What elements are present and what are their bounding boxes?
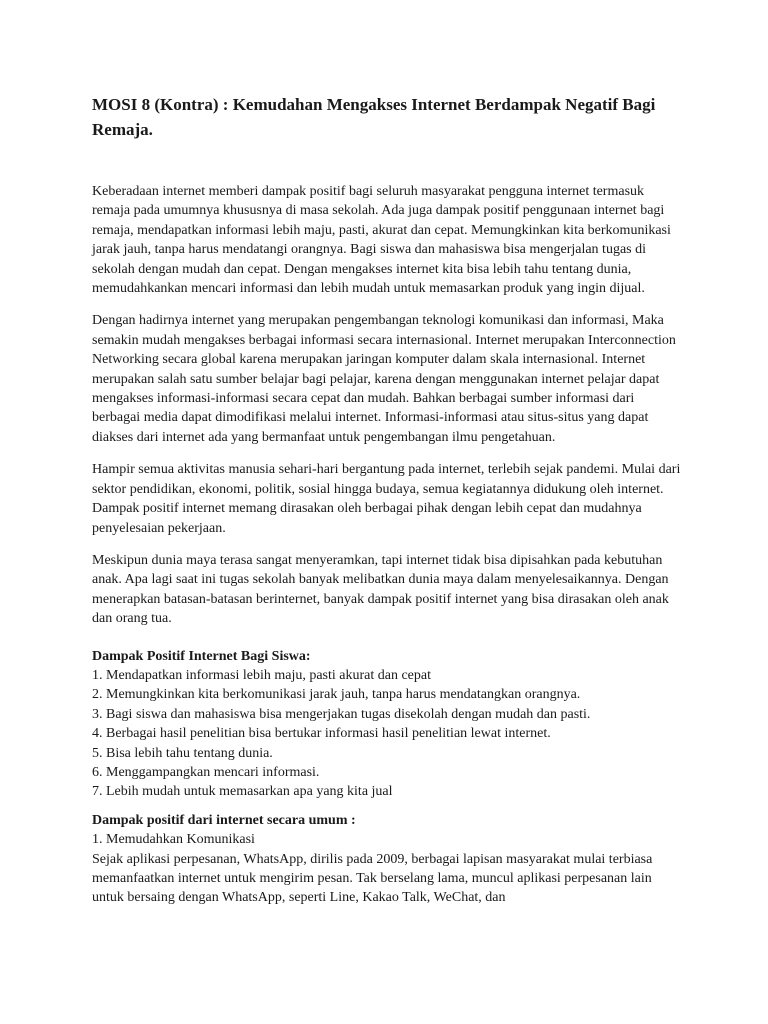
paragraph-4: Meskipun dunia maya terasa sangat menyeramkan, tapi internet tidak bisa dipisahkan pada kebutuhan anak. Apa lagi saat ini tugas sekolah banyak melibatkan dunia maya dalam menyelesaikannya. Dengan menerapkan batasan-batasan berinternet, banyak dampak positif internet yang bisa dirasakan oleh anak dan orang tua. — [92, 552, 669, 627]
document-page — [92, 92, 682, 908]
list-item: 5. Bisa lebih tahu tentang dunia. — [92, 745, 273, 761]
list-item: 4. Berbagai hasil penelitian bisa bertukar informasi hasil penelitian lewat internet. — [92, 726, 551, 742]
list-item: 7. Lebih mudah untuk memasarkan apa yang kita jual — [92, 784, 393, 800]
paragraph-2: Dengan hadirnya internet yang merupakan pengembangan teknologi komunikasi dan informasi, Maka semakin mudah mengakses berbagai informasi secara internasional. Internet merupakan Interconnection Networking secara global karena merupakan jaringan komputer dalam skala internasional. Internet merupakan salah satu sumber belajar bagi pelajar, karena dengan menggunakan internet pelajar dapat mengakses informasi-informasi secara cepat dan mudah. Bahkan berbagai sumber informasi dari berbagai media dapat dimodifikasi melalui internet. Informasi-informasi atau situs-situs yang dapat diakses dari internet ada yang bermanfaat untuk pengembangan ilmu pengetahuan. — [92, 313, 676, 445]
section-general-benefits — [92, 811, 682, 908]
paragraph-communication: Sejak aplikasi perpesanan, WhatsApp, dirilis pada 2009, berbagai lapisan masyarakat mulai terbiasa memanfaatkan internet untuk mengirim pesan. Tak berselang lama, muncul aplikasi perpesanan lain untuk bersaing dengan WhatsApp, seperti Line, Kakao Talk, WeChat, dan — [92, 851, 653, 906]
list-item: 3. Bagi siswa dan mahasiswa bisa mengerjakan tugas disekolah dengan mudah dan pasti. — [92, 706, 591, 722]
list-item: 6. Menggampangkan mencari informasi. — [92, 764, 320, 780]
subheading-communication: 1. Memudahkan Komunikasi — [92, 832, 255, 848]
section-heading-student: Dampak Positif Internet Bagi Siswa: — [92, 648, 311, 664]
section-heading-general: Dampak positif dari internet secara umum : — [92, 812, 356, 828]
paragraph-3: Hampir semua aktivitas manusia sehari-hari bergantung pada internet, terlebih sejak pandemi. Mulai dari sektor pendidikan, ekonomi, politik, sosial hingga budaya, semua kegiatannya didukung oleh internet. Dampak positif internet memang dirasakan oleh berbagai pihak dengan lebih cepat dan mudahnya penyelesaian pekerjaan. — [92, 462, 681, 536]
list-item: 1. Mendapatkan informasi lebih maju, pasti akurat dan cepat — [92, 667, 432, 683]
student-benefits-list — [92, 666, 682, 802]
section-student-benefits — [92, 647, 682, 802]
list-item: 2. Memungkinkan kita berkomunikasi jarak jauh, tanpa harus mendatangkan orangnya. — [92, 687, 581, 703]
document-title: MOSI 8 (Kontra) : Kemudahan Mengakses Internet Berdampak Negatif Bagi Remaja. — [92, 95, 656, 139]
paragraph-1: Keberadaan internet memberi dampak positif bagi seluruh masyarakat pengguna internet termasuk remaja pada umumnya khususnya di masa sekolah. Ada juga dampak positif penggunaan internet bagi remaja, mendapatkan informasi lebih maju, pasti, akurat dan cepat. Memungkinkan kita berkomunikasi jarak jauh, tanpa harus mendatangi orangnya. Bagi siswa dan mahasiswa bisa mengerjalan tugas di sekolah dengan mudah dan cepat. Dengan mengakses internet kita bisa lebih tahu tentang dunia, memudahkankan mencari informasi dan lebih mudah untuk memasarkan produk yang ingin dijual. — [92, 184, 671, 297]
